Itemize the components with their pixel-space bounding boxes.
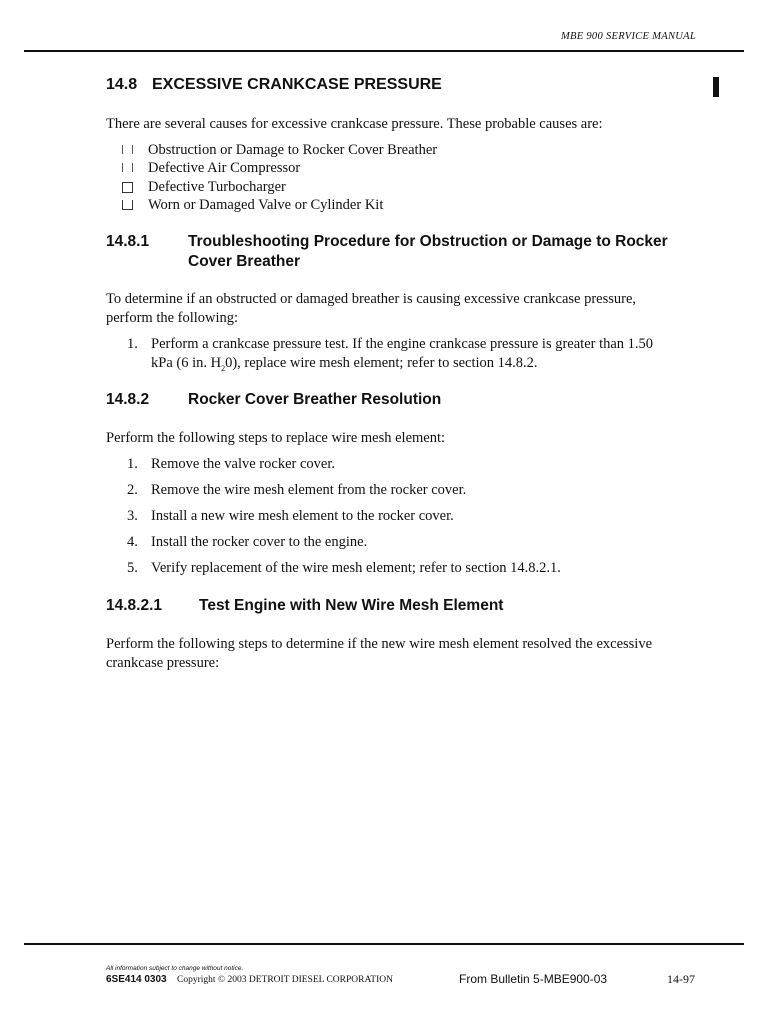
subsection-number: 14.8.2.1	[106, 597, 163, 614]
causes-list	[122, 141, 437, 214]
subsection-title: Troubleshooting Procedure for Obstruction or Damage to Rocker Cover Breather	[188, 233, 668, 270]
section-number: 14.8	[106, 76, 138, 93]
subsection-intro: To determine if an obstructed or damaged breather is causing excessive crankcase pressure, perform the following:	[106, 291, 637, 326]
bulletin-reference: From Bulletin 5-MBE900-03	[459, 972, 608, 986]
checkbox-icon	[122, 163, 133, 172]
list-item: Worn or Damaged Valve or Cylinder Kit	[122, 196, 437, 214]
change-bar	[713, 77, 719, 97]
subsection-intro: Perform the following steps to replace wire mesh element:	[106, 430, 446, 446]
list-item: 2. Remove the wire mesh element from the rocker cover.	[127, 482, 467, 498]
list-item: 5. Verify replacement of the wire mesh element; refer to section 14.8.2.1.	[127, 560, 561, 576]
document-code: 6SE414 0303	[106, 974, 167, 985]
section-heading	[106, 76, 442, 94]
subsection-number: 14.8.2	[106, 391, 150, 408]
list-item: Obstruction or Damage to Rocker Cover Breather	[122, 141, 437, 159]
list-item: Defective Air Compressor	[122, 159, 437, 177]
checkbox-icon	[122, 145, 133, 154]
page-number: 14-97	[667, 972, 695, 986]
header-rule	[24, 50, 744, 52]
checkbox-icon	[122, 200, 133, 210]
list-item: 1. Remove the valve rocker cover.	[127, 456, 335, 472]
list-item: 1. Perform a crankcase pressure test. If the engine crankcase pressure is greater than 1.50 kPa (6 in. $H_20$), replace wire mesh element; refer to section 14.8.2.	[127, 336, 654, 373]
subsection-title: Rocker Cover Breather Resolution	[188, 391, 442, 408]
footer-rule	[24, 943, 744, 945]
list-item: Defective Turbocharger	[122, 178, 437, 196]
checkbox-icon	[122, 182, 133, 193]
section-title: EXCESSIVE CRANKCASE PRESSURE	[152, 76, 442, 93]
copyright: Copyright © 2003 DETROIT DIESEL CORPORATION	[177, 975, 393, 985]
list-item: 4. Install the rocker cover to the engine.	[127, 534, 368, 550]
subsection-number: 14.8.1	[106, 233, 150, 250]
subsection-title: Test Engine with New Wire Mesh Element	[199, 597, 504, 614]
section-intro: There are several causes for excessive crankcase pressure. These probable causes are:	[106, 116, 603, 132]
procedure-steps	[127, 335, 653, 378]
list-item: 3. Install a new wire mesh element to the rocker cover.	[127, 508, 454, 524]
subsection-intro: Perform the following steps to determine if the new wire mesh element resolved the excessive crankcase pressure:	[106, 636, 653, 671]
running-header: MBE 900 SERVICE MANUAL	[560, 31, 696, 42]
procedure-steps	[127, 455, 561, 578]
footer-notice: All information subject to change without notice.	[106, 965, 244, 972]
